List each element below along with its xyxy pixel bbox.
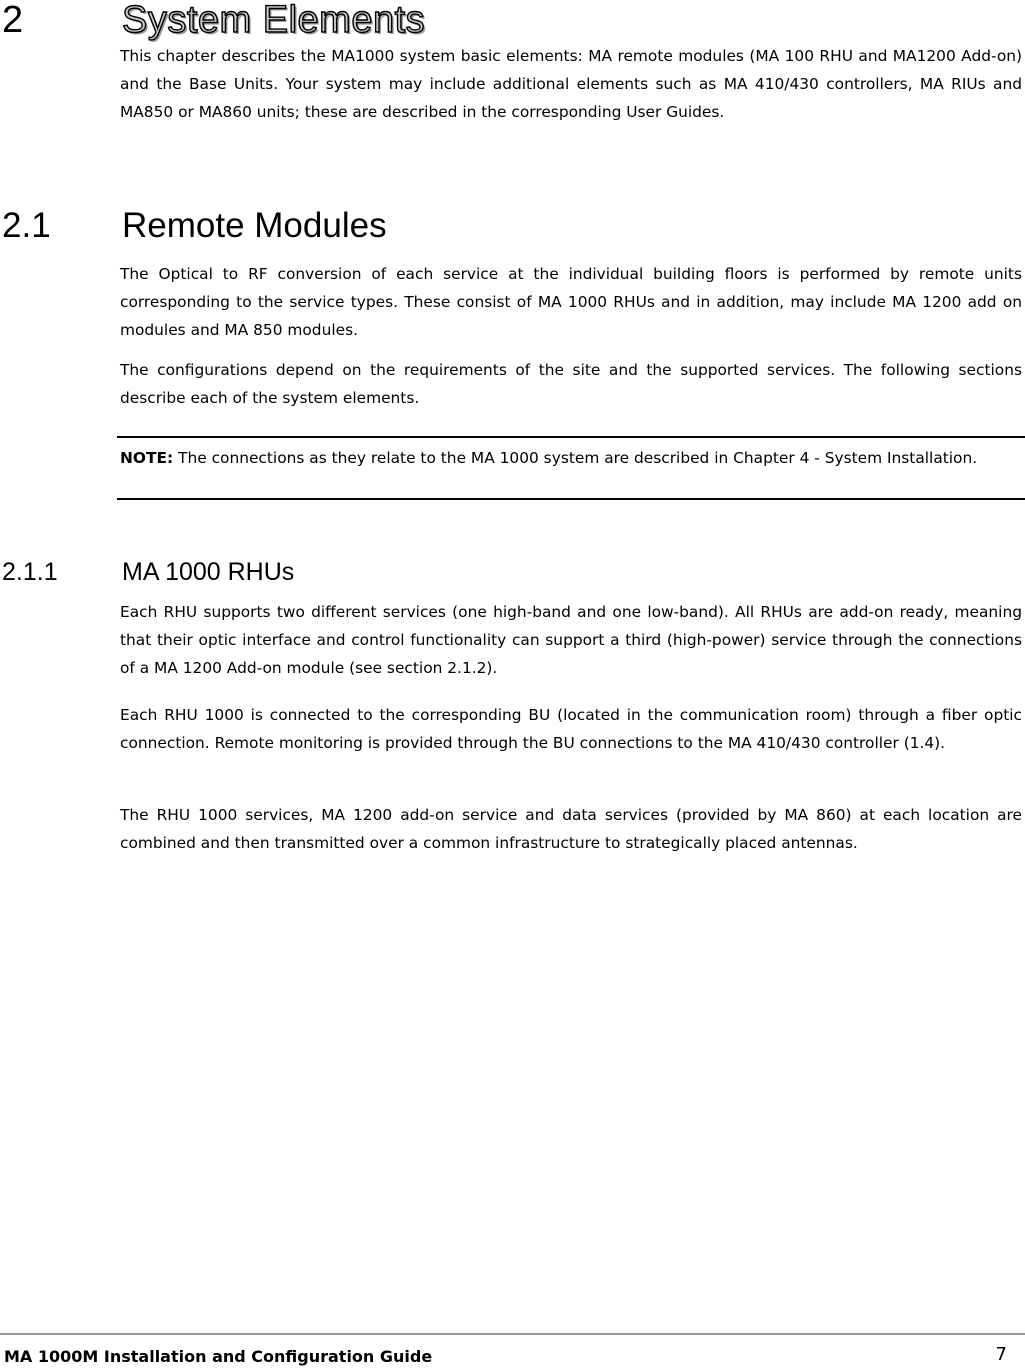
page-number: 7 [995,1344,1007,1365]
chapter-title: System Elements [122,0,426,41]
remote-modules-paragraph-2: The configurations depend on the requirements of the site and the supported services. The following sections describe each of the system elements. [120,361,1022,407]
note-label: NOTE: [120,449,174,467]
rhu-paragraph-3: The RHU 1000 services, MA 1200 add-on service and data services (provided by MA 860) at each location are combined and then transmitted over a common infrastructure to strategically placed antennas. [120,806,1022,852]
footer-divider [0,1333,1025,1335]
chapter-number: 2 [2,0,24,41]
rhu-paragraph-1: Each RHU supports two different services (one high-band and one low-band). All RHUs are add-on ready, meaning that their optic interface and control functionality can support a third (high-power) service through the connections of a MA 1200 Add-on module (see section 2.1.2). [120,603,1022,677]
remote-modules-paragraph-1: The Optical to RF conversion of each service at the individual building floors is performed by remote units corresponding to the service types. These consist of MA 1000 RHUs and in addition, may include MA 1200 add on modules and MA 850 modules. [120,265,1022,339]
note-box [117,436,1025,500]
note-text: The connections as they relate to the MA 1000 system are described in Chapter 4 - System Installation. [178,449,978,467]
subsection-title: MA 1000 RHUs [122,558,295,586]
section-title: Remote Modules [122,206,387,245]
rhu-paragraph-2: Each RHU 1000 is connected to the corresponding BU (located in the communication room) through a fiber optic connection. Remote monitoring is provided through the BU connections to the MA 410/430 controller (1.4). [120,706,1022,752]
note-text-block [120,444,1022,472]
intro-paragraph: This chapter describes the MA1000 system basic elements: MA remote modules (MA 100 RHU and MA1200 Add-on) and the Base Units. Your system may include additional elements such as MA 410/430 controllers, MA RIUs and MA850 or MA860 units; these are described in the corresponding User Guides. [120,47,1022,121]
section-number: 2.1 [2,206,51,245]
subsection-number: 2.1.1 [2,558,58,586]
footer-title: MA 1000M Installation and Configuration Guide [4,1347,433,1366]
